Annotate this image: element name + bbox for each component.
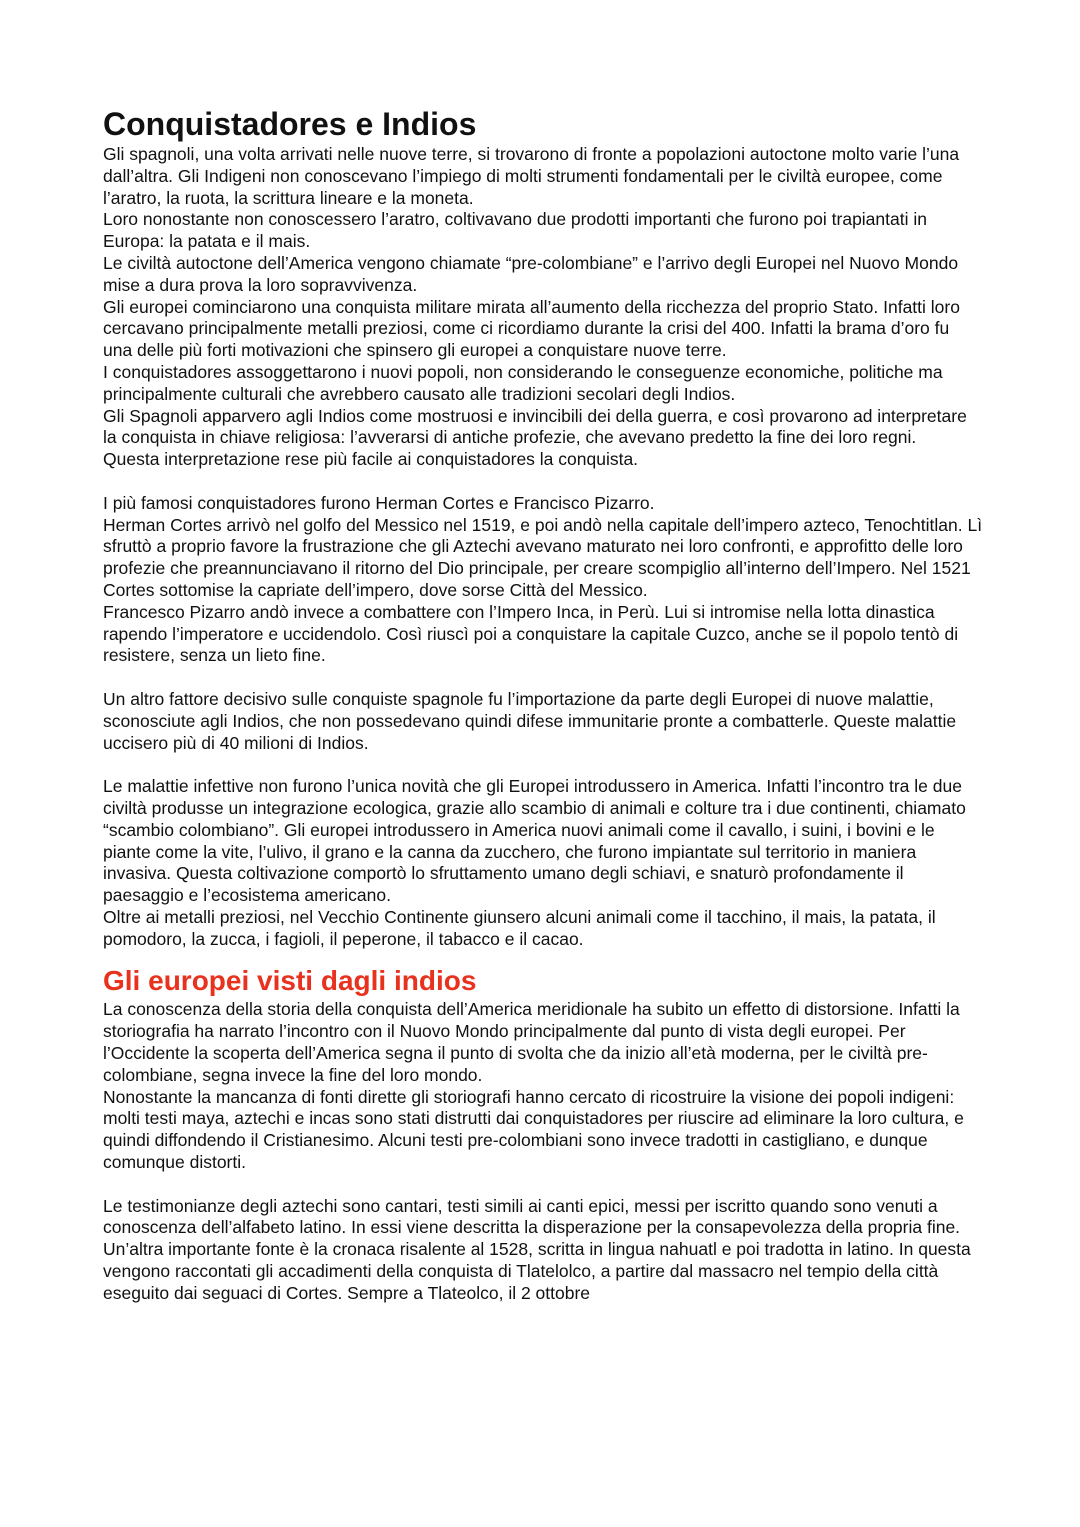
section-title-europei-indios: Gli europei visti dagli indios xyxy=(103,965,477,997)
section-title-conquistadores: Conquistadores e Indios xyxy=(103,106,477,142)
paragraph: Oltre ai metalli preziosi, nel Vecchio Continente giunsero alcuni animali come il tacchino, il mais, la patata, il pomodoro, la zucca, i fagioli, il peperone, il tabacco e il cacao. xyxy=(103,906,936,949)
paragraph: Le testimonianze degli aztechi sono cantari, testi simili ai canti epici, messi per iscritto quando sono venuti a conoscenza dell’alfabeto latino. In essi viene descritta la disperazione per la consapevolezza della propria fine. xyxy=(103,1195,961,1238)
paragraph: Nonostante la mancanza di fonti dirette gli storiografi hanno cercato di ricostruire la visione dei popoli indigeni: molti testi maya, aztechi e incas sono stati distrutti dai conquistadores per riuscire ad eliminare la loro cultura, e quindi diffondendo il Cristianesimo. Alcuni testi pre-colombiani sono invece tradotti in castigliano, e dunque comunque distorti. xyxy=(103,1086,964,1173)
paragraph: La conoscenza della storia della conquista dell’America meridionale ha subito un effetto di distorsione. Infatti la storiografia ha narrato l’incontro con il Nuovo Mondo principalmente dal punto di vista degli europei. Per l’Occidente la scoperta dell’America segna il punto di svolta che da inizio all’età moderna, per le civiltà pre-colombiane, segna invece la fine del loro mondo. xyxy=(103,999,960,1085)
paragraph: Le civiltà autoctone dell’America vengono chiamate “pre-colombiane” e l’arrivo degli Europei nel Nuovo Mondo mise a dura prova la loro sopravvivenza. xyxy=(103,252,959,295)
paragraph: Loro nonostante non conoscessero l’aratro, coltivavano due prodotti importanti che furono poi trapiantati in Europa: la patata e il mais. xyxy=(103,209,927,252)
paragraph-spacer xyxy=(103,667,983,689)
paragraph: Herman Cortes arrivò nel golfo del Messico nel 1519, e poi andò nella capitale dell’impero azteco, Tenochtitlan. Lì sfruttò a proprio favore la frustrazione che gli Aztechi avevano maturato nei loro confronti, e approfitto delle loro profezie che preannunciavano il ritorno del Dio principale, per creare scompiglio all’interno dell’Impero. Nel 1521 Cortes sottomise la capriate dell’impero, dove sorse Città del Messico. xyxy=(103,514,983,600)
paragraph: Francesco Pizarro andò invece a combattere con l’Impero Inca, in Perù. Lui si intromise nella lotta dinastica rapendo l’imperatore e uccidendolo. Così riuscì poi a conquistare la capitale Cuzco, anche se il popolo tentò di resistere, senza un lieto fine. xyxy=(103,601,959,666)
paragraph: Un altro fattore decisivo sulle conquiste spagnole fu l’importazione da parte degli Europei di nuove malattie, sconosciute agli Indios, che non possedevano quindi difese immunitarie pronte a combatterle. Queste malattie uccisero più di 40 milioni di Indios. xyxy=(103,688,957,753)
paragraph: Un’altra importante fonte è la cronaca risalente al 1528, scritta in lingua nahuatl e poi tradotta in latino. In questa vengono raccontati gli accadimenti della conquista di Tlatelolco, a partire dal massacro nel tempio della città eseguito dai seguaci di Cortes. Sempre a Tlateolco, il 2 ottobre xyxy=(103,1239,971,1303)
paragraph-spacer xyxy=(103,754,983,776)
section-spacer xyxy=(103,950,983,963)
paragraph: Gli spagnoli, una volta arrivati nelle nuove terre, si trovarono di fronte a popolazioni autoctone molto varie l’una dall’altra. Gli Indigeni non conoscevano l’impiego di molti strumenti fondamentali per le civiltà europee, come l’aratro, la ruota, la scrittura lineare e la moneta. xyxy=(103,144,960,208)
document-page xyxy=(103,104,983,1305)
paragraph: I più famosi conquistadores furono Herman Cortes e Francisco Pizarro. xyxy=(103,492,655,513)
paragraph: Gli Spagnoli apparvero agli Indios come mostruosi e invincibili dei della guerra, e così provarono ad interpretare la conquista in chiave religiosa: l’avverarsi di antiche profezie, che avevano predetto la fine dei loro regni. xyxy=(103,405,967,448)
paragraph: I conquistadores assoggettarono i nuovi popoli, non considerando le conseguenze economiche, politiche ma principalmente culturali che avrebbero causato alle tradizioni secolari degli Indios. xyxy=(103,361,943,404)
paragraph-spacer xyxy=(103,1174,983,1196)
paragraph: Gli europei cominciarono una conquista militare mirata all’aumento della ricchezza del proprio Stato. Infatti loro cercavano principalmente metalli preziosi, come ci ricordiamo durante la crisi del 400. Infatti la brama d’oro fu una delle più forti motivazioni che spinsero gli europei a conquistare nuove terre. xyxy=(103,296,960,361)
paragraph-spacer xyxy=(103,471,983,493)
paragraph: Le malattie infettive non furono l’unica novità che gli Europei introdussero in America. Infatti l’incontro tra le due civiltà produsse un integrazione ecologica, grazie allo scambio di animali e colture tra i due continenti, chiamato “scambio colombiano”. Gli europei introdussero in America nuovi animali come il cavallo, i suini, i bovini e le piante come la vite, l’ulivo, il grano e la canna da zucchero, che furono impiantate sul territorio in maniera invasiva. Questa coltivazione comportò lo sfruttamento umano degli schiavi, e snaturò profondamente il paesaggio e l’ecosistema americano. xyxy=(103,776,966,906)
paragraph: Questa interpretazione rese più facile ai conquistadores la conquista. xyxy=(103,449,639,470)
